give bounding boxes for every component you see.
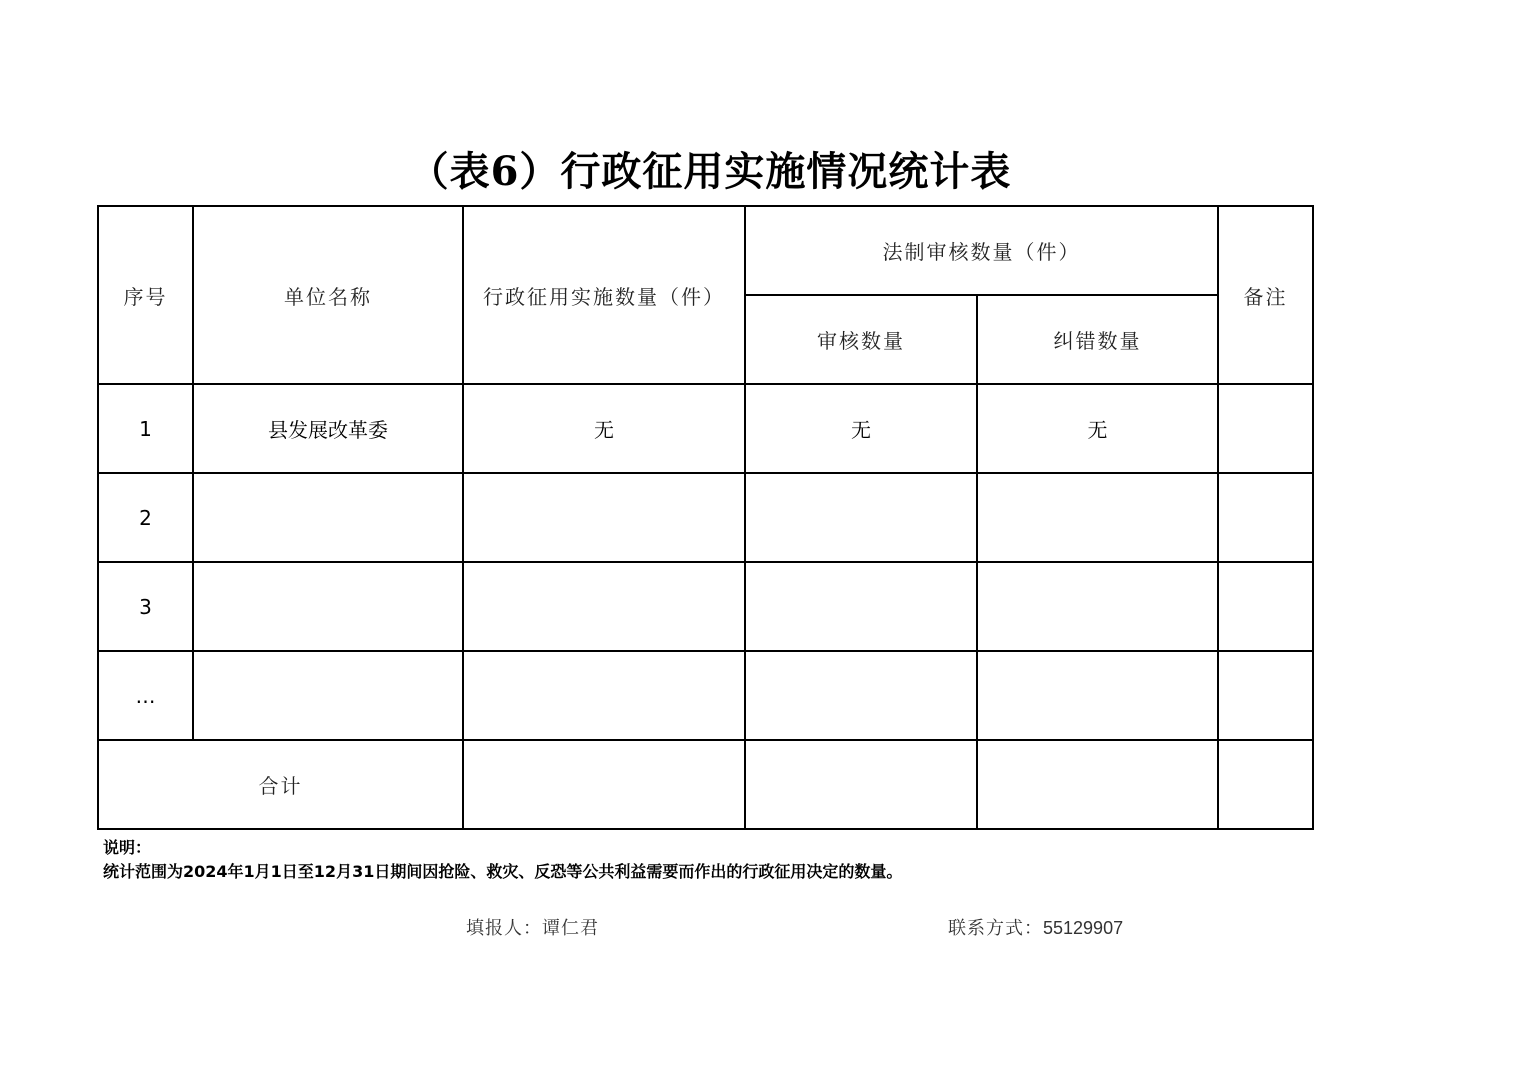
header-implement-count: 行政征用实施数量（件） [463,206,745,384]
row-unit-name [193,562,463,651]
header-review-count: 审核数量 [745,295,977,384]
row-remarks [1218,384,1313,473]
row-review-count: 无 [745,384,977,473]
row-correction-count [977,473,1218,562]
row-implement-count [463,473,745,562]
header-correction-count: 纠错数量 [977,295,1218,384]
notes-heading: 说明： [103,838,152,857]
table-row [98,651,1313,740]
contact-info [948,914,1123,940]
row-review-count [745,473,977,562]
notes-section [103,836,902,884]
row-seq: … [98,651,193,740]
row-correction-count [977,562,1218,651]
contact-value: 55129907 [1043,918,1124,938]
filler-label: 填报人： [466,918,542,939]
header-seq: 序号 [98,206,193,384]
row-implement-count: 无 [463,384,745,473]
row-implement-count [463,651,745,740]
header-unit-name: 单位名称 [193,206,463,384]
statistics-table [97,205,1314,830]
header-remarks: 备注 [1218,206,1313,384]
filler-info [466,914,599,940]
total-row [98,740,1313,829]
row-remarks [1218,562,1313,651]
row-unit-name [193,651,463,740]
table-row [98,384,1313,473]
total-correction-count [977,740,1218,829]
row-correction-count: 无 [977,384,1218,473]
table-row [98,473,1313,562]
header-legal-review-group: 法制审核数量（件） [745,206,1218,295]
row-seq: 2 [98,473,193,562]
row-unit-name: 县发展改革委 [193,384,463,473]
row-implement-count [463,562,745,651]
contact-label: 联系方式： [948,918,1043,939]
row-remarks [1218,473,1313,562]
total-label: 合计 [98,740,463,829]
row-seq: 1 [98,384,193,473]
total-remarks [1218,740,1313,829]
row-unit-name [193,473,463,562]
filler-name: 谭仁君 [542,918,599,939]
total-implement-count [463,740,745,829]
header-row-1 [98,206,1313,295]
table-row [98,562,1313,651]
page-title: （表6）行政征用实施情况统计表 [408,148,1012,195]
row-correction-count [977,651,1218,740]
row-review-count [745,651,977,740]
row-seq: 3 [98,562,193,651]
notes-text: 统计范围为2024年1月1日至12月31日期间因抢险、救灾、反恐等公共利益需要而作出的行政征用决定的数量。 [103,862,903,881]
row-remarks [1218,651,1313,740]
row-review-count [745,562,977,651]
total-review-count [745,740,977,829]
